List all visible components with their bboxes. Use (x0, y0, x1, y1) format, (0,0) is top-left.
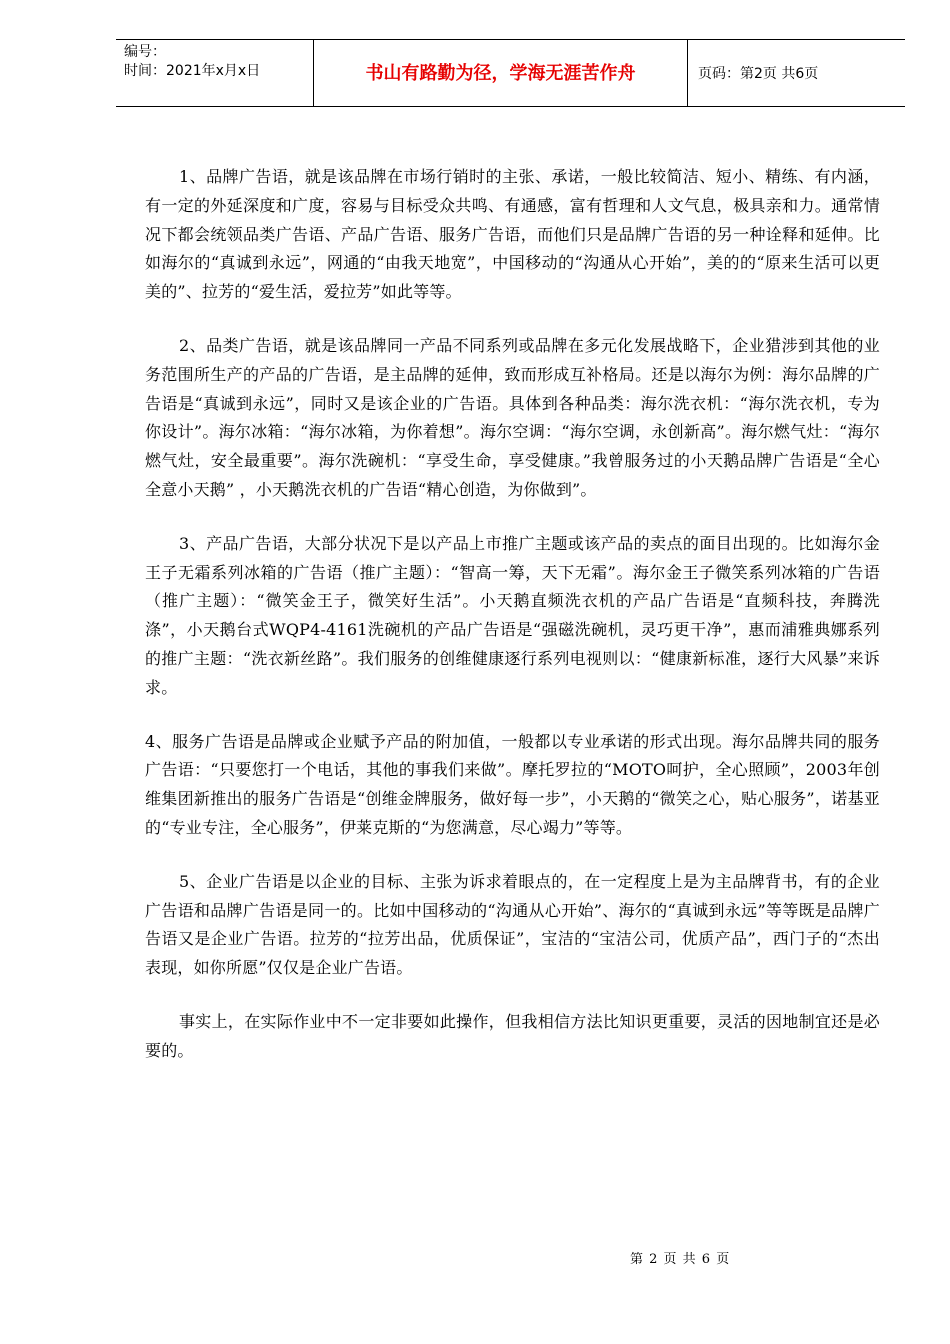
header-page-info: 页码：第2页 共6页 (698, 66, 819, 82)
paragraph-product-slogan: 3、产品广告语，大部分状况下是以产品上市推广主题或该产品的卖点的面目出现的。比如海尔金王子无霜系列冰箱的广告语（推广主题）：“智高一筹，天下无霜”。海尔金王子微笑系列冰箱的广告语（推广主题）：“微笑金王子，微笑好生活”。小天鹅直频洗衣机的产品广告语是“直频科技，奔腾洗涤”，小天鹅台式WQP4-4161洗碗机的产品广告语是“强磁洗碗机，灵巧更干净”，惠而浦雅典娜系列的推广主题：“洗衣新丝路”。我们服务的创维健康逐行系列电视则以：“健康新标准，逐行大风暴”来诉求。 (145, 533, 880, 697)
header-time-label: 时间：2021年x月x日 (124, 63, 261, 79)
header-motto: 书山有路勤为径，学海无涯苦作舟 (314, 40, 688, 106)
page-footer-number: 第 2 页 共 6 页 (630, 1252, 731, 1267)
paragraph-category-slogan: 2、品类广告语，就是该品牌同一产品不同系列或品牌在多元化发展战略下，企业猎涉到其他的业务范围所生产的产品的广告语，是主品牌的延伸，致而形成互补格局。还是以海尔为例：海尔品牌的广告语是“真诚到永远”，同时又是该企业的广告语。具体到各种品类：海尔洗衣机：“海尔洗衣机，专为你设计”。海尔冰箱：“海尔冰箱，为你着想”。海尔空调：“海尔空调，永创新高”。海尔燃气灶：“海尔燃气灶，安全最重要”。海尔洗碗机：“享受生命，享受健康。”我曾服务过的小天鹅品牌广告语是“全心全意小天鹅” ，小天鹅洗衣机的广告语“精心创造，为你做到”。 (145, 335, 880, 499)
paragraph-corporate-slogan: 5、企业广告语是以企业的目标、主张为诉求着眼点的，在一定程度上是为主品牌背书，有的企业广告语和品牌广告语是同一的。比如中国移动的“沟通从心开始”、海尔的“真诚到永远”等等既是品牌广告语又是企业广告语。拉芳的“拉芳出品，优质保证”，宝洁的“宝洁公司，优质产品”，西门子的“杰出表现，如你所愿”仅仅是企业广告语。 (145, 871, 880, 978)
page-header (116, 39, 905, 107)
document-body (145, 163, 880, 1091)
header-meta (116, 40, 314, 106)
header-number-label: 编号： (124, 44, 166, 60)
paragraph-service-slogan: 4、服务广告语是品牌或企业赋予产品的附加值，一般都以专业承诺的形式出现。海尔品牌共同的服务广告语：“只要您打一个电话，其他的事我们来做”。摩托罗拉的“MOTO呵护，全心照顾”，2003年创维集团新推出的服务广告语是“创维金牌服务，做好每一步”，小天鹅的“微笑之心，贴心服务”，诺基亚的“专业专注，全心服务”，伊莱克斯的“为您满意，尽心竭力”等等。 (145, 731, 880, 837)
paragraph-conclusion: 事实上，在实际作业中不一定非要如此操作，但我相信方法比知识更重要，灵活的因地制宜还是必要的。 (145, 1011, 880, 1060)
paragraph-brand-slogan: 1、品牌广告语，就是该品牌在市场行销时的主张、承诺，一般比较简洁、短小、精练、有内涵，有一定的外延深度和广度，容易与目标受众共鸣、有通感，富有哲理和人文气息，极具亲和力。通常情况下都会统领品类广告语、产品广告语、服务广告语，而他们只是品牌广告语的另一种诠释和延伸。比如海尔的“真诚到永远”，网通的“由我天地宽”，中国移动的“沟通从心开始”，美的的“原来生活可以更美的”、拉芳的“爱生活，爱拉芳”如此等等。 (145, 167, 880, 302)
